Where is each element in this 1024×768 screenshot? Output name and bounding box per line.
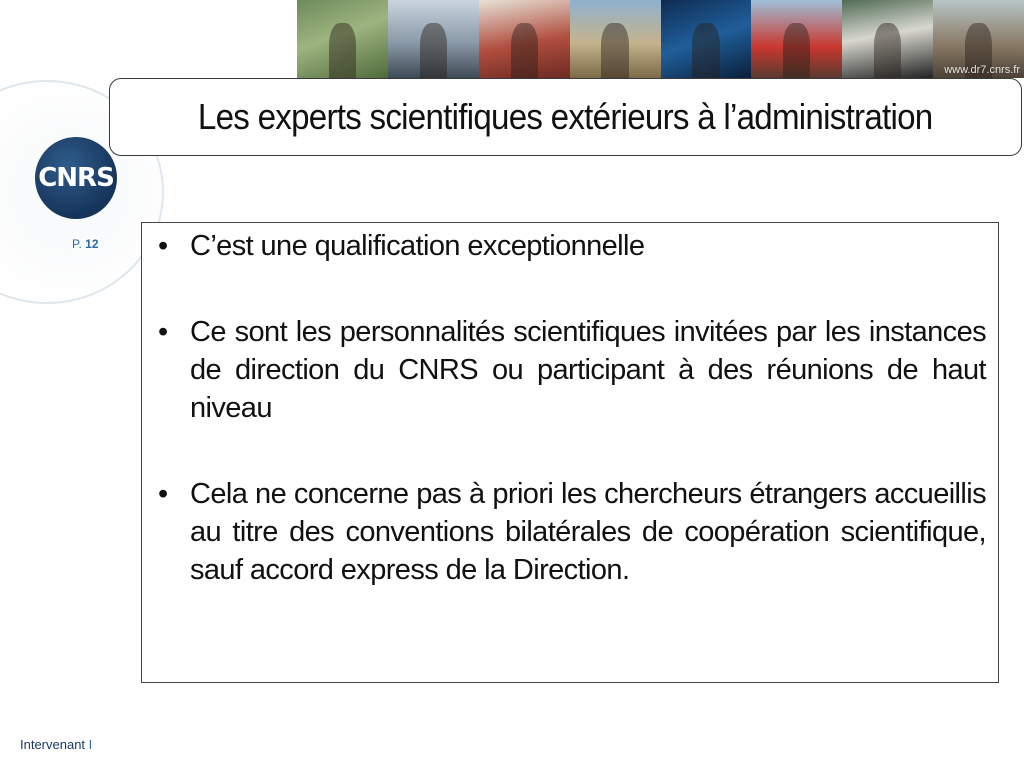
page-prefix: P. [72,237,82,251]
logo-text: CNRS [38,163,114,193]
footer [20,737,92,752]
banner-photo [570,0,661,78]
banner-photo [479,0,570,78]
footer-label: Intervenant [20,737,86,752]
banner-photo [751,0,842,78]
photo-banner [297,0,1024,78]
bullet-text: Cela ne concerne pas à priori les chercheurs étrangers accueillis au titre des conventions bilatérales de coopération scientifique, sauf accord express de la Direction. [190,478,986,586]
title-box [109,78,1022,156]
page-value: 12 [85,237,99,251]
banner-photo [661,0,752,78]
bullet-list [152,227,986,589]
content-box [141,222,999,683]
bullet-item [152,313,986,427]
bullet-text: C’est une qualification exceptionnelle [190,230,645,262]
banner-url: www.dr7.cnrs.fr [944,64,1020,76]
bullet-icon: • [158,230,168,262]
bullet-item [152,475,986,589]
footer-separator: I [88,737,93,752]
bullet-icon: • [158,316,168,348]
banner-photo [842,0,933,78]
slide-title: Les experts scientifiques extérieurs à l’administration [198,96,933,137]
bullet-text: Ce sont les personnalités scientifiques invitées par les instances de direction du CNRS ou participant à des réunions de haut niveau [190,316,986,424]
page-number [72,237,99,251]
bullet-item [152,227,986,265]
banner-photo [297,0,388,78]
banner-photo [388,0,479,78]
bullet-icon: • [158,478,168,510]
cnrs-logo [35,137,117,219]
